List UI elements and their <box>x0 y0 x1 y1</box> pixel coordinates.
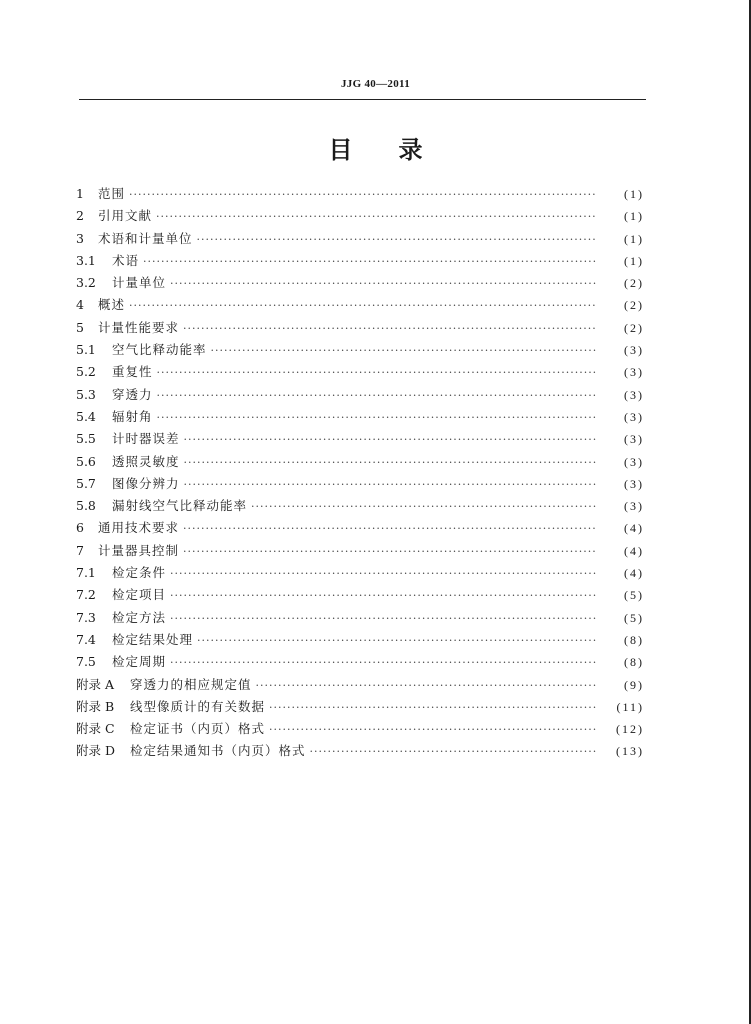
toc-entry-page: (3) <box>624 365 644 380</box>
toc-entry-number: 7.2 <box>76 587 96 603</box>
toc-entry <box>76 452 644 474</box>
toc-entry-page: (8) <box>624 632 644 647</box>
toc-entry-title: 范围 <box>98 186 126 201</box>
toc-dot-leader <box>170 656 596 669</box>
toc-dot-leader <box>156 210 596 223</box>
toc-entry-page: (8) <box>624 655 644 670</box>
toc-entry-number: 附录 A <box>76 676 115 692</box>
toc-entry-title: 图像分辨力 <box>112 475 180 491</box>
toc-dot-leader <box>211 344 596 357</box>
toc-entry-page: (5) <box>624 610 644 625</box>
toc-dot-leader <box>183 522 596 535</box>
toc-entry-title: 检定结果处理 <box>112 631 194 647</box>
toc-entry-number: 5.6 <box>76 453 96 469</box>
toc-entry-title: 引用文献 <box>98 208 153 224</box>
toc-dot-leader <box>129 188 596 201</box>
toc-entry <box>76 229 644 251</box>
toc-dot-leader <box>170 612 596 625</box>
toc-entry-number: 5.8 <box>76 498 96 514</box>
header-rule <box>79 99 646 100</box>
table-of-contents <box>76 184 644 764</box>
toc-entry <box>76 251 644 273</box>
toc-dot-leader <box>157 411 596 424</box>
toc-entry-title: 穿透力的相应规定值 <box>130 676 252 692</box>
toc-entry-title: 检定周期 <box>112 654 167 670</box>
toc-entry-page: (2) <box>624 298 644 313</box>
toc-entry-page: (4) <box>624 543 644 558</box>
toc-entry-number: 5.5 <box>76 431 96 447</box>
toc-entry <box>76 340 644 362</box>
toc-entry-title: 术语 <box>112 252 140 268</box>
toc-entry-page: (3) <box>624 409 644 424</box>
toc-entry-page: (3) <box>624 387 644 402</box>
toc-dot-leader <box>251 500 596 513</box>
toc-dot-leader <box>157 389 596 402</box>
toc-entry-number: 5.7 <box>76 475 96 491</box>
toc-entry-page: (5) <box>624 588 644 603</box>
toc-entry-title: 概述 <box>98 297 126 313</box>
toc-entry-title: 计量性能要求 <box>98 319 180 335</box>
toc-entry-page: (4) <box>624 521 644 536</box>
toc-entry-title: 透照灵敏度 <box>112 453 180 469</box>
toc-entry-page: (3) <box>624 432 644 447</box>
toc-entry <box>76 518 644 540</box>
toc-entry-number: 5.2 <box>76 364 96 380</box>
toc-entry <box>76 675 644 697</box>
toc-entry <box>76 719 644 741</box>
toc-entry-page: (1) <box>624 253 644 268</box>
toc-entry <box>76 273 644 295</box>
toc-entry-title: 计量器具控制 <box>98 542 180 558</box>
toc-dot-leader <box>129 299 596 312</box>
toc-entry-number: 3.1 <box>76 252 96 268</box>
toc-dot-leader <box>183 545 596 558</box>
toc-entry-title: 计时器误差 <box>112 431 180 447</box>
toc-entry-title: 辐射角 <box>112 408 153 424</box>
toc-entry-number: 3 <box>76 230 84 246</box>
toc-entry <box>76 184 644 206</box>
toc-entry-page: (3) <box>624 454 644 469</box>
toc-entry <box>76 563 644 585</box>
toc-entry <box>76 652 644 674</box>
toc-dot-leader <box>184 433 596 446</box>
toc-entry-number: 7.3 <box>76 609 96 625</box>
toc-dot-leader <box>157 366 596 379</box>
toc-entry-page: (9) <box>624 677 644 692</box>
toc-entry <box>76 362 644 384</box>
toc-entry-title: 检定证书（内页）格式 <box>130 721 266 737</box>
toc-entry-title: 计量单位 <box>112 275 167 291</box>
toc-dot-leader <box>170 567 596 580</box>
toc-entry-number: 7.4 <box>76 631 96 647</box>
toc-entry-title: 重复性 <box>112 364 153 380</box>
toc-entry <box>76 295 644 317</box>
toc-entry <box>76 407 644 429</box>
toc-entry <box>76 585 644 607</box>
toc-dot-leader <box>143 255 596 268</box>
toc-dot-leader <box>256 679 596 692</box>
toc-entry-page: (12) <box>616 722 644 737</box>
toc-entry-title: 空气比释动能率 <box>112 342 207 358</box>
toc-entry-page: (3) <box>624 499 644 514</box>
toc-entry-number: 3.2 <box>76 275 96 291</box>
toc-entry <box>76 474 644 496</box>
toc-entry <box>76 630 644 652</box>
toc-entry-page: (2) <box>624 276 644 291</box>
toc-entry-number: 6 <box>76 520 84 536</box>
toc-entry-number: 5.3 <box>76 386 96 402</box>
toc-entry-page: (3) <box>624 343 644 358</box>
toc-entry-title: 穿透力 <box>112 386 153 402</box>
toc-entry-title: 检定方法 <box>112 609 167 625</box>
toc-entry-page: (1) <box>624 231 644 246</box>
toc-entry <box>76 608 644 630</box>
toc-entry-title: 检定结果通知书（内页）格式 <box>130 743 306 759</box>
toc-entry-number: 5.1 <box>76 342 96 358</box>
standard-code: JJG 40—2011 <box>341 78 410 90</box>
toc-dot-leader <box>183 322 596 335</box>
toc-entry-number: 附录 C <box>76 721 115 737</box>
toc-dot-leader <box>170 589 596 602</box>
toc-entry <box>76 429 644 451</box>
toc-entry-page: (1) <box>624 209 644 224</box>
toc-entry-number: 附录 B <box>76 698 115 714</box>
toc-dot-leader <box>269 723 596 736</box>
toc-entry-number: 5 <box>76 319 84 335</box>
toc-entry <box>76 385 644 407</box>
toc-entry <box>76 206 644 228</box>
toc-dot-leader <box>269 701 596 714</box>
toc-entry <box>76 496 644 518</box>
toc-dot-leader <box>184 478 596 491</box>
toc-entry-title: 检定条件 <box>112 565 167 581</box>
toc-entry-page: (1) <box>624 187 644 201</box>
toc-entry-number: 2 <box>76 208 84 224</box>
toc-entry-number: 1 <box>76 186 84 201</box>
toc-entry-page: (4) <box>624 566 644 581</box>
toc-dot-leader <box>197 233 596 246</box>
toc-entry-number: 5.4 <box>76 408 96 424</box>
toc-entry <box>76 541 644 563</box>
toc-entry-number: 7.5 <box>76 654 96 670</box>
toc-dot-leader <box>184 456 596 469</box>
toc-entry <box>76 318 644 340</box>
toc-dot-leader <box>170 277 596 290</box>
page-title: 目录 <box>328 136 469 164</box>
toc-dot-leader <box>310 745 596 758</box>
toc-entry-page: (11) <box>616 699 644 714</box>
toc-entry-page: (3) <box>624 476 644 491</box>
toc-entry-title: 术语和计量单位 <box>98 230 193 246</box>
toc-entry-title: 通用技术要求 <box>98 520 180 536</box>
toc-entry-number: 7 <box>76 542 84 558</box>
toc-dot-leader <box>197 634 596 647</box>
toc-entry-title: 线型像质计的有关数据 <box>130 698 266 714</box>
toc-entry <box>76 697 644 719</box>
toc-entry-title: 检定项目 <box>112 587 167 603</box>
toc-entry-page: (13) <box>616 744 644 759</box>
toc-entry-page: (2) <box>624 320 644 335</box>
toc-entry-number: 4 <box>76 297 84 313</box>
toc-entry-title: 漏射线空气比释动能率 <box>112 498 248 514</box>
toc-entry-number: 7.1 <box>76 565 96 581</box>
toc-entry <box>76 741 644 763</box>
toc-entry-number: 附录 D <box>76 743 115 759</box>
